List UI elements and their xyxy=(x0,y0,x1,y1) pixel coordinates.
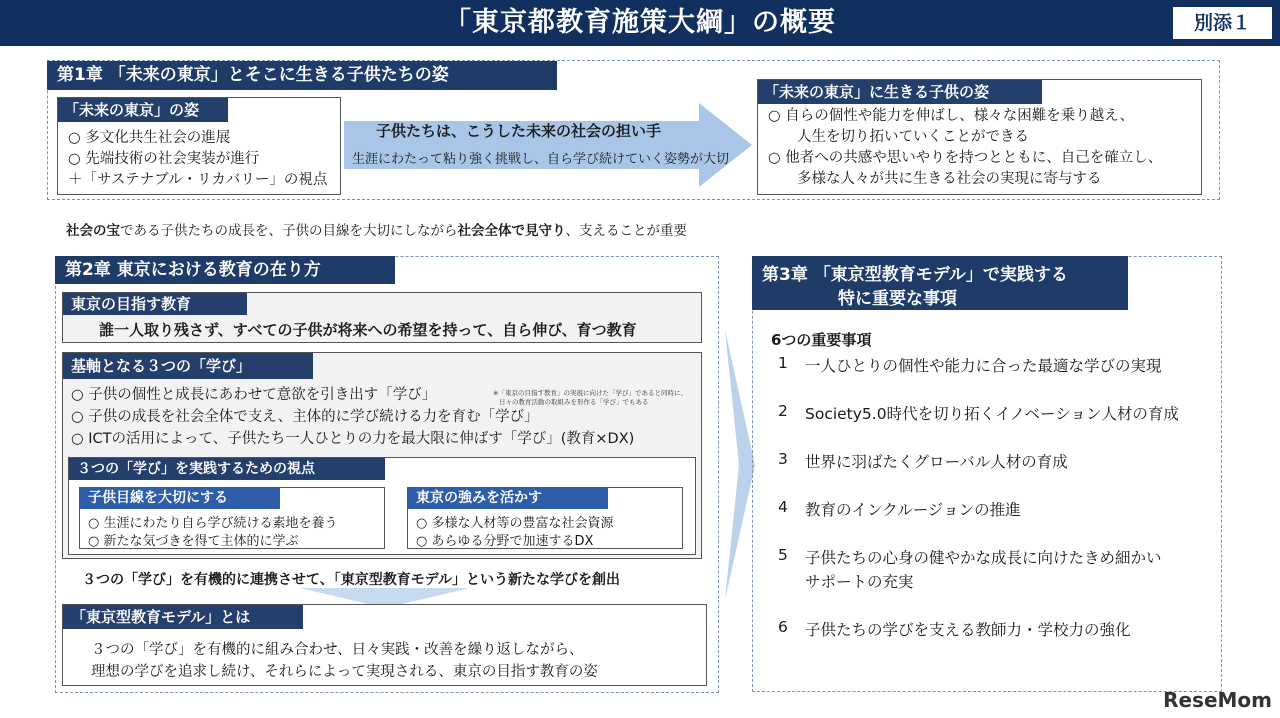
model-title: 「東京型教育モデル」とは xyxy=(63,605,303,629)
goal-box xyxy=(62,292,702,343)
viewpoint-left-item-1: ○ 生涯にわたり自ら学び続ける素地を養う xyxy=(88,516,338,531)
important-item-text: 子供たちの学びを支える教師力・学校力の強化 xyxy=(805,621,1131,639)
viewpoint-left-title: 子供目線を大切にする xyxy=(80,488,280,509)
important-subtitle: 6つの重要事項 xyxy=(771,331,872,349)
important-item-text: 教育のインクルージョンの推進 xyxy=(805,501,1021,519)
important-item-num: 2 xyxy=(778,402,788,420)
future-item-2: ○ 先端技術の社会実装が進行 xyxy=(68,151,260,167)
viewpoint-box xyxy=(68,457,696,555)
flow-arrow-right xyxy=(344,103,752,187)
society-note-text1: である子供たちの成長を、子供の目線を大切にしながら xyxy=(120,223,458,239)
chapter3-title xyxy=(752,256,1128,310)
chapter1-title: 第1章 「未来の東京」とそこに生きる子供たちの姿 xyxy=(47,61,557,90)
viewpoint-right-item-2: ○ あらゆる分野で加速するDX xyxy=(416,534,594,549)
future-tokyo-box xyxy=(57,97,341,195)
children-item-2: ○ 他者への共感や思いやりを持つとともに、自己を確立し、 xyxy=(768,150,1163,166)
annex-label: 別添１ xyxy=(1171,5,1274,41)
children-item-1: ○ 自らの個性や能力を伸ばし、様々な困難を乗り越え、 xyxy=(768,108,1135,124)
future-item-3: ＋「サステナブル・リカバリー」の視点 xyxy=(68,172,328,188)
arrow-line-2: 生涯にわたって粘り強く挑戦し、自ら学び続けていく姿勢が大切 xyxy=(352,152,730,167)
important-item-num: 5 xyxy=(778,546,788,564)
future-tokyo-title: 「未来の東京」の姿 xyxy=(58,98,228,122)
viewpoint-right-box xyxy=(407,487,683,549)
society-note-text2: 、支えることが重要 xyxy=(565,223,687,239)
viewpoint-right-item-1: ○ 多様な人材等の豊富な社会資源 xyxy=(416,516,614,531)
future-item-1: ○ 多文化共生社会の進展 xyxy=(68,130,231,146)
society-note xyxy=(66,219,687,239)
goal-text: 誰一人取り残さず、すべての子供が将来への希望を持って、自ら伸び、育つ教育 xyxy=(99,321,637,339)
important-item-num: 6 xyxy=(778,618,788,636)
children-title: 「未来の東京」に生きる子供の姿 xyxy=(758,80,1042,104)
model-line-1: ３つの「学び」を有機的に組み合わせ、日々実践・改善を繰り返しながら、 xyxy=(91,642,584,658)
manabi-note-2: 日々の教育活動の取組みを形作る「学び」でもある xyxy=(499,398,649,406)
viewpoint-title: ３つの「学び」を実践するための視点 xyxy=(69,458,385,480)
children-box xyxy=(757,79,1202,195)
resemom-logo: ReseMom xyxy=(1163,688,1272,712)
children-item-1b: 人生を切り拓いていくことができる xyxy=(768,129,1029,145)
manabi-title: 基軸となる３つの「学び」 xyxy=(63,353,313,379)
important-item-text: 世界に羽ばたくグローバル人材の育成 xyxy=(805,453,1068,471)
manabi-item-2: ○ 子供の成長を社会全体で支え、主体的に学び続ける力を育む「学び」 xyxy=(71,409,539,425)
chapter2-title: 第2章 東京における教育の在り方 xyxy=(55,256,395,284)
chapter3-title-line-2: 特に重要な事項 xyxy=(838,289,957,309)
goal-title: 東京の目指す教育 xyxy=(63,293,247,315)
chapter-arrow xyxy=(721,330,755,600)
important-item-text: 一人ひとりの個性や能力に合った最適な学びの実現 xyxy=(805,357,1162,375)
viewpoint-left-box xyxy=(79,487,385,549)
manabi-box xyxy=(62,352,702,559)
important-item-num: 3 xyxy=(778,450,788,468)
manabi-item-1: ○ 子供の個性と成長にあわせて意欲を引き出す「学び」 xyxy=(71,387,437,403)
manabi-note-1: ※「東京の目指す教育」の実現に向けた「学び」であると同時に、 xyxy=(493,389,687,397)
model-box xyxy=(62,604,707,686)
chapter3-title-line-1: 第3章 「東京型教育モデル」で実践する xyxy=(762,265,1068,285)
important-item-text: 子供たちの心身の健やかな成長に向けたきめ細かい xyxy=(805,549,1162,567)
connect-text: ３つの「学び」を有機的に連携させて、「東京型教育モデル」という新たな学びを創出 xyxy=(82,572,621,588)
viewpoint-right-title: 東京の強みを活かす xyxy=(408,488,608,509)
page-title: 「東京都教育施策大綱」の概要 xyxy=(444,7,836,38)
important-item-text-2: サポートの充実 xyxy=(805,573,914,591)
important-item-num: 1 xyxy=(778,354,788,372)
manabi-item-3: ○ ICTの活用によって、子供たち一人ひとりの力を最大限に伸ばす「学び」(教育×DX) xyxy=(71,431,635,447)
important-item-num: 4 xyxy=(778,498,788,516)
important-item-text: Society5.0時代を切り拓くイノベーション人材の育成 xyxy=(805,405,1179,423)
society-note-bold2: 社会全体で見守り xyxy=(457,223,566,239)
viewpoint-left-item-2: ○ 新たな気づきを得て主体的に学ぶ xyxy=(88,534,299,549)
society-note-bold1: 社会の宝 xyxy=(66,223,120,239)
children-item-2b: 多様な人々が共に生きる社会の実現に寄与する xyxy=(768,171,1102,187)
arrow-line-1: 子供たちは、こうした未来の社会の担い手 xyxy=(376,122,662,140)
model-line-2: 理想の学びを追求し続け、それらによって実現される、東京の目指す教育の姿 xyxy=(91,664,598,680)
